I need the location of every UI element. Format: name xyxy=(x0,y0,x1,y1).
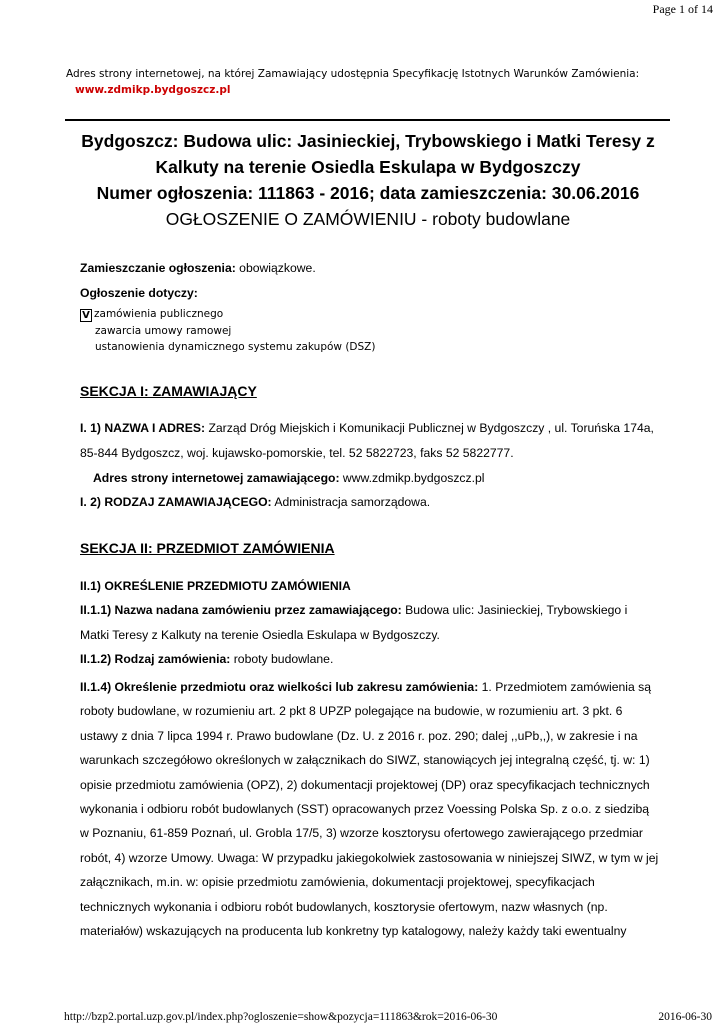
scope-line: w Poznaniu, 61-859 Poznań, ul. Grobla 17/5, 3) wzorze kosztorysu ofertowego zawierającego przedmiar xyxy=(80,826,643,841)
notice-title xyxy=(66,128,670,232)
type-value: Administracja samorządowa. xyxy=(274,495,431,509)
title-line-1: Bydgoszcz: Budowa ulic: Jasinieckiej, Trybowskiego i Matki Teresy z xyxy=(81,131,655,151)
contract-kind-row xyxy=(80,652,333,666)
contracting-website-row xyxy=(93,471,484,485)
placement-row xyxy=(80,261,316,275)
footer-date: 2016-06-30 xyxy=(658,1011,712,1023)
contracting-type-row xyxy=(80,495,430,509)
contract-kind-label: II.1.2) Rodzaj zamówienia: xyxy=(80,652,231,666)
scope-line: robót, 4) wzorze Umowy. Uwaga: W przypadku jakiegokolwiek zastosowania w niniejszej SIWZ, w tym w jej xyxy=(80,850,659,865)
contract-name-line-1: Budowa ulic: Jasinieckiej, Trybowskiego i xyxy=(405,603,628,617)
contract-name-label: II.1.1) Nazwa nadana zamówieniu przez zamawiającego: xyxy=(80,603,402,617)
site-note: Adres strony internetowej, na której Zamawiający udostępnia Specyfikację Istotnych Warunków Zamówienia: xyxy=(66,68,640,80)
placement-value: obowiązkowe. xyxy=(239,261,316,275)
scope-line: wykonania i odbioru robót budowlanych (SST) opracowanych przez Voessing Polska Sp. z o.o. z siedzibą xyxy=(80,802,650,817)
type-label: I. 2) RODZAJ ZAMAWIAJĄCEGO: xyxy=(80,495,272,509)
checkbox-checked: V xyxy=(80,309,92,322)
scope-line: II.1.4) Określenie przedmiotu oraz wielkości lub zakresu zamówienia: 1. Przedmiotem zamówienia są xyxy=(80,680,651,694)
scope-line: technicznych wykonania i odbioru robót budowlanych, kosztorysie ofertowym, nazw własnych (np. xyxy=(80,899,608,914)
scope-line: załącznikach, m.in. w: opisie przedmiotu zamówienia, dokumentacji projektowej, specyfikacjach xyxy=(80,875,595,890)
contract-name-line-2: Matki Teresy z Kalkuty na terenie Osiedla Eskulapa w Bydgoszczy. xyxy=(80,628,440,642)
contracting-name-row xyxy=(80,421,654,435)
page-number: Page 1 of 14 xyxy=(652,2,713,16)
option-dynamic-system: ustanowienia dynamicznego systemu zakupów (DSZ) xyxy=(95,341,376,353)
option-label: zamówienia publicznego xyxy=(94,308,224,320)
contract-kind-value: roboty budowlane. xyxy=(233,652,334,666)
title-line-3: Numer ogłoszenia: 111863 - 2016; data zamieszczenia: 30.06.2016 xyxy=(96,183,640,203)
placement-label: Zamieszczanie ogłoszenia: xyxy=(80,261,236,275)
scope-label: II.1.4) Określenie przedmiotu oraz wielkości lub zakresu zamówienia: xyxy=(80,680,479,694)
scope-paragraph xyxy=(80,675,660,943)
subject-subheading: II.1) OKREŚLENIE PRZEDMIOTU ZAMÓWIENIA xyxy=(80,579,351,593)
title-line-4: OGŁOSZENIE O ZAMÓWIENIU - roboty budowlane xyxy=(165,209,571,229)
name-address-line-1: Zarząd Dróg Miejskich i Komunikacji Publicznej w Bydgoszczy , ul. Toruńska 174a, xyxy=(208,421,654,435)
name-address-label: I. 1) NAZWA I ADRES: xyxy=(80,421,206,435)
name-address-line-2: 85-844 Bydgoszcz, woj. kujawsko-pomorskie, tel. 52 5822723, faks 52 5822777. xyxy=(80,446,514,460)
scope-line: opisie przedmiotu zamówienia (OPZ), 2) dokumentacji projektowej (DP) oraz specyfikacjach technicznych xyxy=(80,777,650,792)
section-2-heading: SEKCJA II: PRZEDMIOT ZAMÓWIENIA xyxy=(80,540,335,556)
footer-url: http://bzp2.portal.uzp.gov.pl/index.php?ogloszenie=show&pozycja=111863&rok=2016-06-30 xyxy=(64,1011,498,1023)
website-value: www.zdmikp.bydgoszcz.pl xyxy=(342,471,485,485)
scope-line: ustawy z dnia 7 lipca 1994 r. Prawo budowlane (Dz. U. z 2016 r. poz. 290; dalej ,,uPb,,), w zakresie i na xyxy=(80,728,638,743)
option-public-contract xyxy=(80,308,223,322)
website-label: Adres strony internetowej zamawiającego: xyxy=(93,471,340,485)
option-framework-agreement: zawarcia umowy ramowej xyxy=(95,325,232,337)
scope-line: roboty budowlane, w rozumieniu art. 2 pkt 8 UPZP polegające na budowie, w rozumieniu art. 3 pkt. 6 xyxy=(80,704,623,719)
site-link[interactable]: www.zdmikp.bydgoszcz.pl xyxy=(75,84,231,96)
title-line-2: Kalkuty na terenie Osiedla Eskulapa w Bydgoszczy xyxy=(155,157,581,177)
title-divider xyxy=(65,119,670,121)
contract-name-row xyxy=(80,603,627,617)
scope-line: materiałów) wskazujących na producenta lub konkretny typ katalogowy, należy każdy taki ewentualny xyxy=(80,924,627,939)
section-1-heading: SEKCJA I: ZAMAWIAJĄCY xyxy=(80,383,257,399)
scope-line: warunkach szczegółowo określonych w załącznikach do SIWZ, stanowiących jej integralną część, tj. w: 1) xyxy=(80,753,650,768)
concerns-label: Ogłoszenie dotyczy: xyxy=(80,286,198,300)
